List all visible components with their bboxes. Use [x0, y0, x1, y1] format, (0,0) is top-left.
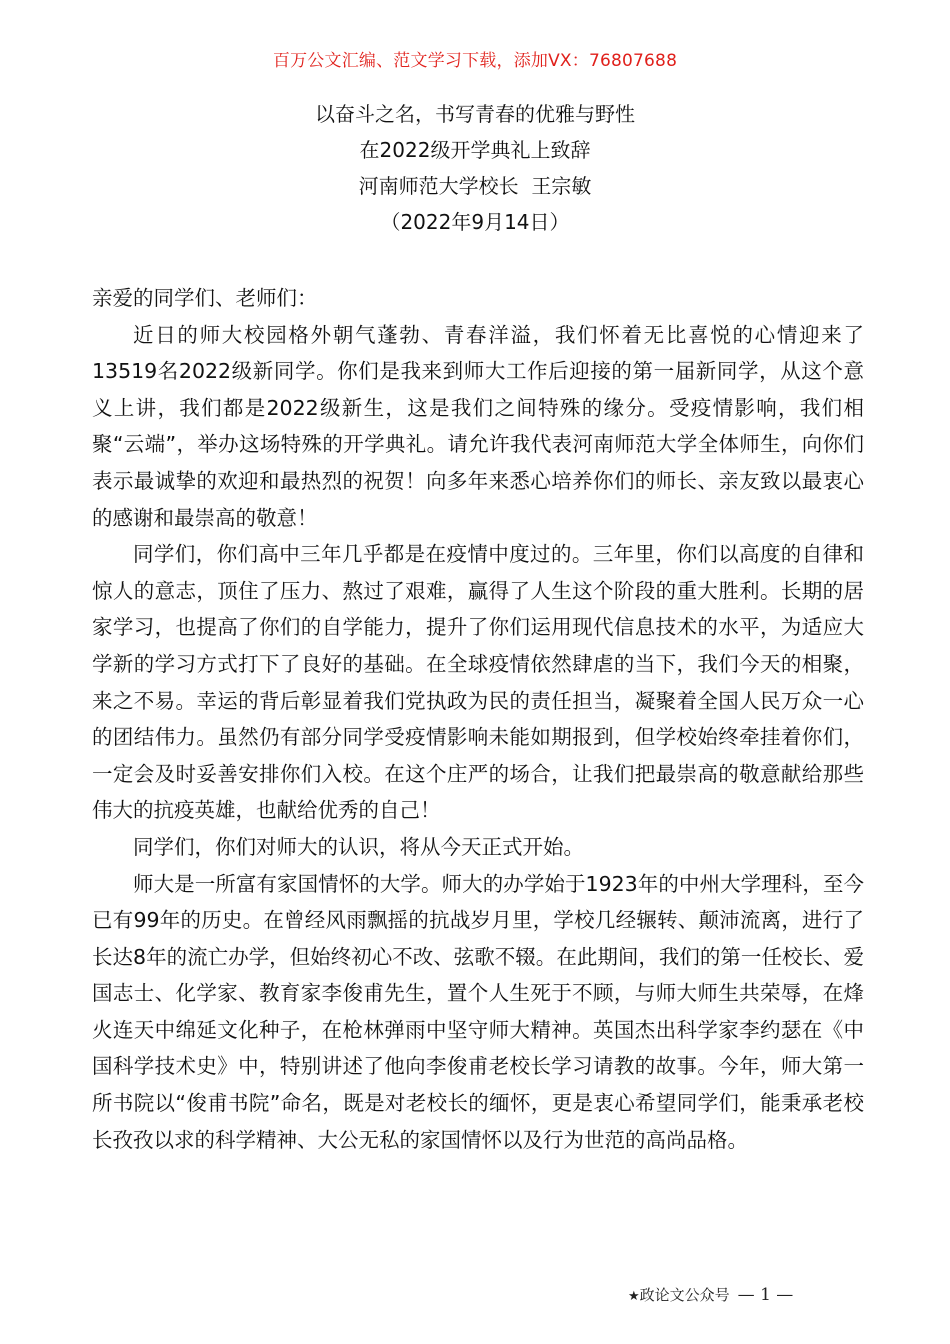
promo-banner: 百万公文汇编、范文学习下载，添加VX：76807688: [272, 51, 678, 71]
speaker-line: 河南师范大学校长 王宗敏: [358, 174, 592, 198]
paragraph: 同学们，你们对师大的认识，将从今天正式开始。: [133, 834, 584, 859]
paragraph: 同学们，你们高中三年几乎都是在疫情中度过的。三年里，你们以高度的自律和惊人的意志，顶住了压力、熬过了艰难，赢得了人生这个阶段的重大胜利。长期的居家学习，也提高了你们的自学能力，提升了你们运用现代信息技术的水平，为适应大学新的学习方式打下了良好的基础。在全球疫情依然肆虐的当下，我们今天的相聚，来之不易。幸运的背后彰显着我们党执政为民的责任担当，凝聚着全国人民万众一心的团结伟力。虽然仍有部分同学受疫情影响未能如期报到，但学校始终牵挂着你们，一定会及时妥善安排你们入校。在这个庄严的场合，让我们把最崇高的敬意献给那些伟大的抗疫英雄，也献给优秀的自己！: [92, 542, 864, 823]
star-icon: ★: [628, 1289, 640, 1304]
title-block: [0, 96, 950, 240]
speech-body: [92, 280, 864, 1158]
footer-label: 政论文公众号: [639, 1286, 730, 1304]
speech-title: 以奋斗之名，书写青春的优雅与野性: [315, 102, 635, 126]
page-number: — 1 —: [737, 1285, 794, 1305]
speech-occasion: 在2022级开学典礼上致辞: [359, 138, 591, 162]
page-footer: [628, 1284, 793, 1305]
paragraph: 近日的师大校园格外朝气蓬勃、青春洋溢，我们怀着无比喜悦的心情迎来了13519名2022级新同学。你们是我来到师大工作后迎接的第一届新同学，从这个意义上讲，我们都是2022级新生，这是我们之间特殊的缘分。受疫情影响，我们相聚“云端”，举办这场特殊的开学典礼。请允许我代表河南师范大学全体师生，向你们表示最诚挚的欢迎和最热烈的祝贺！向多年来悉心培养你们的师长、亲友致以最衷心的感谢和最崇高的敬意！: [92, 322, 864, 530]
speech-date: （2022年9月14日）: [380, 210, 570, 234]
paragraph: 师大是一所富有家国情怀的大学。师大的办学始于1923年的中州大学理科，至今已有99年的历史。在曾经风雨飘摇的抗战岁月里，学校几经辗转、颠沛流离，进行了长达8年的流亡办学，但始终初心不改、弦歌不辍。在此期间，我们的第一任校长、爱国志士、化学家、教育家李俊甫先生，置个人生死于不顾，与师大师生共荣辱，在烽火连天中绵延文化种子，在枪林弹雨中坚守师大精神。英国杰出科学家李约瑟在《中国科学技术史》中，特别讲述了他向李俊甫老校长学习请教的故事。今年，师大第一所书院以“俊甫书院”命名，既是对老校长的缅怀，更是衷心希望同学们，能秉承老校长孜孜以求的科学精神、大公无私的家国情怀以及行为世范的高尚品格。: [92, 871, 864, 1152]
salutation: 亲爱的同学们、老师们：: [92, 286, 318, 310]
